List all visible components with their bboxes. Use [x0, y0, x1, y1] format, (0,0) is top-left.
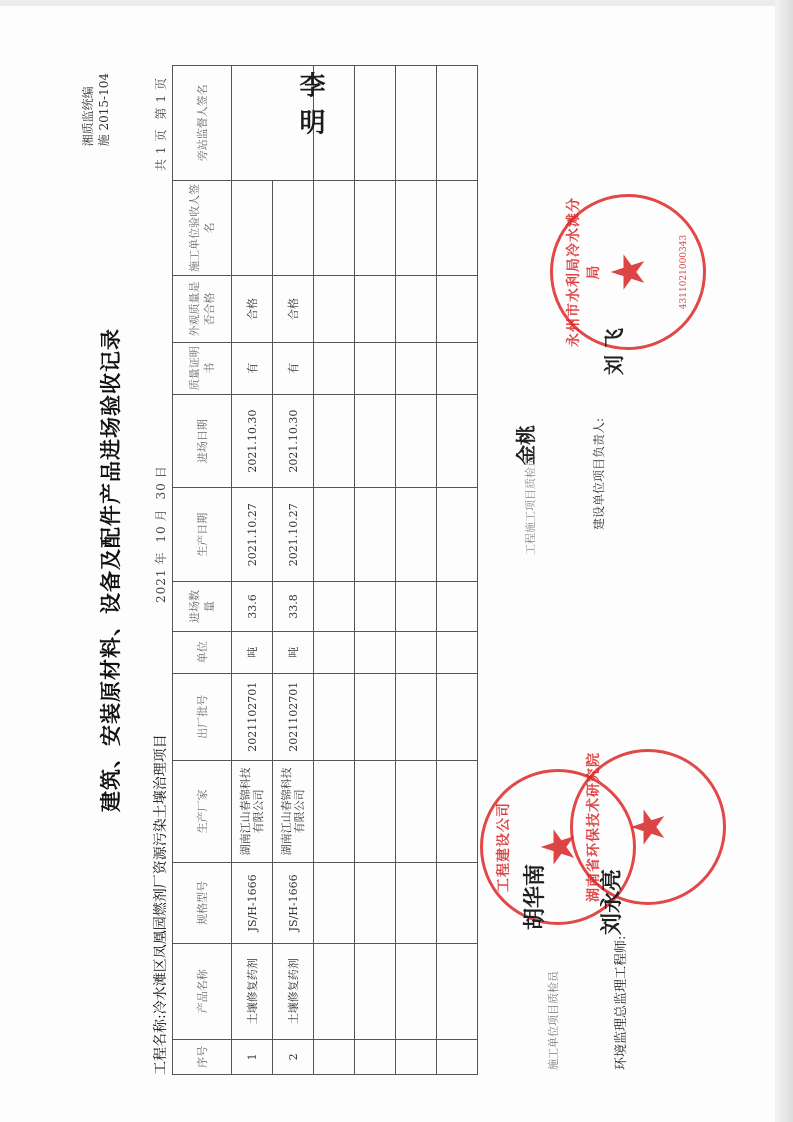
table-row-empty: [355, 66, 396, 1075]
quality-inspector-label: 施工单位项目质检员: [547, 971, 560, 1070]
header-qty: 进场数量: [173, 582, 232, 632]
header-entry-date: 进场日期: [173, 394, 232, 488]
header-prod-date: 生产日期: [173, 488, 232, 582]
seal-text: 工程建设公司: [496, 802, 512, 892]
table-row: 2 土壤修复药剂 JS/H-1666 湖南江山春锦科技有限公司 2021102701 吨 33.8 2021.10.27 2021.10.30 有 合格: [273, 66, 314, 1075]
table-row-empty: [396, 66, 437, 1075]
project-name: 工程名称:冷水滩区凤凰园燃剂厂资源污染土壤治理项目: [153, 734, 169, 1075]
form-code: 湘质监统编 施 2015-104: [81, 73, 111, 147]
seal-number: 4311021000343: [679, 234, 689, 310]
star-icon: ★: [621, 806, 675, 848]
header-maker: 生产厂家: [173, 760, 232, 862]
header-batch: 出厂批号: [173, 673, 232, 760]
header-seq: 序号: [173, 1039, 232, 1074]
red-seal: [550, 194, 706, 350]
table-header-row: [173, 66, 232, 1075]
handwritten-signature: 刘 飞: [602, 328, 626, 375]
header-spec: 规格型号: [173, 862, 232, 943]
supervisor-signature: 李 明: [299, 71, 332, 139]
seal-text: 永州市水利局冷水滩分局: [566, 197, 602, 347]
page-edge: [775, 0, 793, 1122]
site-inspector-label: 工程施工项目质检员: [524, 456, 537, 555]
contractor-sign-cell: [232, 180, 273, 276]
seal-text: 湖南省环保技术研究院: [586, 752, 602, 902]
red-seal: [570, 749, 726, 905]
handwritten-signature: 胡华南: [523, 863, 548, 930]
page-count: 共1页 第1页: [154, 77, 168, 172]
page-title: 建筑、安装原材料、设备及配件产品进场验收记录: [98, 328, 123, 812]
acceptance-table: [172, 65, 478, 1075]
handwritten-signature: 金桃: [514, 425, 538, 465]
star-icon: ★: [531, 826, 585, 868]
header-cert: 质量证明书: [173, 342, 232, 394]
env-engineer-label: 环境监理总监理工程师:: [614, 935, 629, 1070]
form-sheet: [81, 65, 710, 1075]
table-row-empty: [314, 66, 355, 1075]
table-row: 1 土壤修复药剂 JS/H-1666 湖南江山春锦科技有限公司 2021102701 吨 33.6 2021.10.27 2021.10.30 有 合格: [232, 66, 273, 1075]
header-contractor-sign: 施工单位验收人签名: [173, 180, 232, 276]
header-name: 产品名称: [173, 943, 232, 1039]
contractor-sign-cell: [273, 180, 314, 276]
header-appearance: 外观质量是否合格: [173, 276, 232, 343]
owner-label: 建设单位项目负责人:: [592, 417, 606, 530]
record-date: 2021年 10月 30日: [154, 465, 168, 603]
star-icon: ★: [601, 251, 655, 293]
header-unit: 单位: [173, 631, 232, 673]
page-edge: [0, 0, 793, 6]
table-row-empty: [437, 66, 478, 1075]
header-supervisor-sign: 旁站监督人签名: [173, 66, 232, 181]
handwritten-signature: 刘永亮: [600, 868, 625, 935]
